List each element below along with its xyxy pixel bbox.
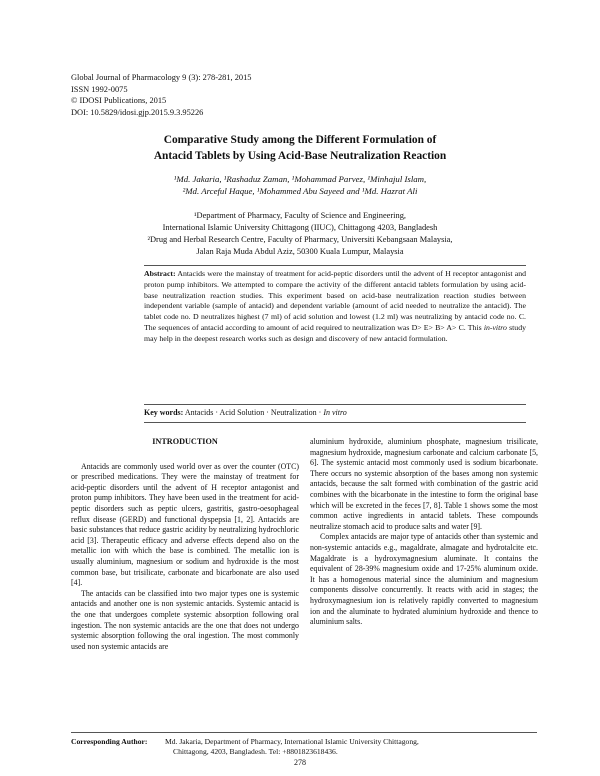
title-line-2: Antacid Tablets by Using Acid-Base Neutralization Reaction bbox=[153, 149, 447, 162]
journal-citation: Global Journal of Pharmacology 9 (3): 278-281, 2015 bbox=[71, 73, 252, 82]
left-column bbox=[71, 437, 299, 652]
footer-divider bbox=[71, 732, 537, 733]
affiliation-line-2: International Islamic University Chittagong (IIUC), Chittagong 4203, Bangladesh bbox=[162, 223, 438, 232]
abstract-text-1: Antacids were the mainstay of treatment for acid-peptic disorders until the advent of H receptor antagonist and proton pump inhibitors. We attempted to compare the activity of the different antacid tablets formulation by using acid-base neutralization reaction studies. This experiment based on acid-base neutralization reaction studies between independent variable (sample of antacid) and dependent variable (amount of acid needed to neutralize the antacid). The tablet code no. D neutralizes highest (7 ml) of acid solution and lowest (1.2 ml) was neutralizing by antacid code no. C. The sequences of antacid according to amount of acid required to neutralization was D> E> B> A> C. This bbox=[144, 269, 526, 332]
journal-copyright: © IDOSI Publications, 2015 bbox=[71, 96, 167, 106]
abstract-italic: in-vitro bbox=[483, 322, 507, 332]
corresponding-author bbox=[71, 737, 419, 757]
abstract bbox=[144, 269, 526, 344]
keywords-italic: In vitro bbox=[323, 408, 347, 417]
abstract-top-divider bbox=[144, 265, 526, 266]
intro-paragraph-3: aluminium hydroxide, aluminium phosphate, magnesium trisilicate, magnesium hydroxide, magnesium carbonate and calcium carbonate [5, 6]. The systemic antacid most commonly used is sodium bicarbonate. There occurs no systemic absorption of the bases among non systemic antacids, because the salt formed with combination of the gastric acid combines with the bicarbonate in the intestine to form the original base which will be excreted in the feces [7, 8]. Table 1 shows some the most common active ingredients in antacid tablets. These compounds neutralize stomach acid to produce salts and water [9]. bbox=[310, 437, 538, 531]
affiliation-line-1: ¹Department of Pharmacy, Faculty of Science and Engineering, bbox=[194, 211, 406, 220]
keywords-label: Key words: bbox=[144, 408, 184, 417]
corresponding-line-1: Md. Jakaria, Department of Pharmacy, International Islamic University Chittagong, bbox=[165, 737, 419, 746]
affiliation-line-4: Jalan Raja Muda Abdul Aziz, 50300 Kuala Lumpur, Malaysia bbox=[196, 247, 404, 256]
keywords-text: Antacids · Acid Solution · Neutralization · bbox=[184, 408, 322, 417]
keywords bbox=[144, 408, 347, 417]
title-line-1: Comparative Study among the Different Formulation of bbox=[163, 134, 437, 146]
introduction-heading: INTRODUCTION bbox=[152, 437, 218, 446]
corresponding-label: Corresponding Author: bbox=[71, 737, 148, 746]
intro-paragraph-1: Antacids are commonly used world over as over the counter (OTC) or prescribed medications. They were the mainstay of treatment for acid-peptic disorders until the advent of H receptor antagonist and proton pump inhibitors. They have been used in the treatment for acid-peptic disorders such as peptic ulcers, gastritis, gastro-oesophageal reflux disease (GERD) and functional dyspepsia [1, 2]. Antacids are basic substances that reduce gastric acidity by neutralizing hydrochloric acid [3]. Therapeutic efficacy and adverse effects depend also on the metallic ion with which the base is combined. The metallic ion is usually aluminium, magnesium or sodium and hydroxide is the most common base, but trisilicate, carbonate and bicarbonate are also used [4]. bbox=[71, 461, 299, 588]
intro-paragraph-4: Complex antacids are major type of antacids other than systemic and non-systemic antacids e.g., magaldrate, almagate and hydrotalcite etc. Magaldrate is a hydroxymagnesium aluminate. It contains the equivalent of 28-39% magnesium oxide and 17-25% aluminum oxide. It has a homogenous material since the aluminium and magnesium components dissolve concurrently. It reacts with acid in stages; the hydroxymagnesium ion is relatively rapidly converted to magnesium ion and the aluminate to hydrated aluminium hydroxide and thence to aluminium salts. bbox=[310, 532, 538, 627]
page-number: 278 bbox=[294, 758, 306, 767]
journal-issn: ISSN 1992-0075 bbox=[71, 84, 128, 94]
author-list bbox=[0, 173, 600, 197]
authors-line-1: ¹Md. Jakaria, ¹Rashaduz Zaman, ¹Mohammad Parvez, ¹Minhajul Islam, bbox=[173, 174, 427, 184]
journal-header bbox=[71, 72, 252, 118]
keywords-divider bbox=[144, 422, 526, 423]
right-column bbox=[310, 437, 538, 628]
corresponding-line-2: Chittagong, 4203, Bangladesh. Tel: +8801823618436. bbox=[173, 747, 338, 757]
affiliation-line-3: ²Drug and Herbal Research Centre, Faculty of Pharmacy, Universiti Kebangsaan Malaysia, bbox=[147, 235, 453, 244]
abstract-text-2: study may help in the deepest research works such as design and discovery of new antacid formulation. bbox=[144, 322, 526, 343]
intro-paragraph-2: The antacids can be classified into two major types one is systemic antacids and another one is non systemic antacids. Systemic antacid is the one that undergoes complete systemic absorption following oral ingestion. The non systemic antacids are the one that does not undergo systemic absorption following the oral ingestion. The most commonly used non systemic antacids are bbox=[71, 588, 299, 651]
abstract-label: Abstract: bbox=[144, 269, 176, 278]
authors-line-2: ²Md. Arceful Haque, ¹Mohammed Abu Sayeed and ¹Md. Hazrat Ali bbox=[182, 186, 418, 197]
journal-doi: DOI: 10.5829/idosi.gjp.2015.9.3.95226 bbox=[71, 107, 204, 117]
abstract-bottom-divider bbox=[144, 404, 526, 405]
affiliations bbox=[0, 210, 600, 258]
paper-title bbox=[0, 133, 600, 164]
